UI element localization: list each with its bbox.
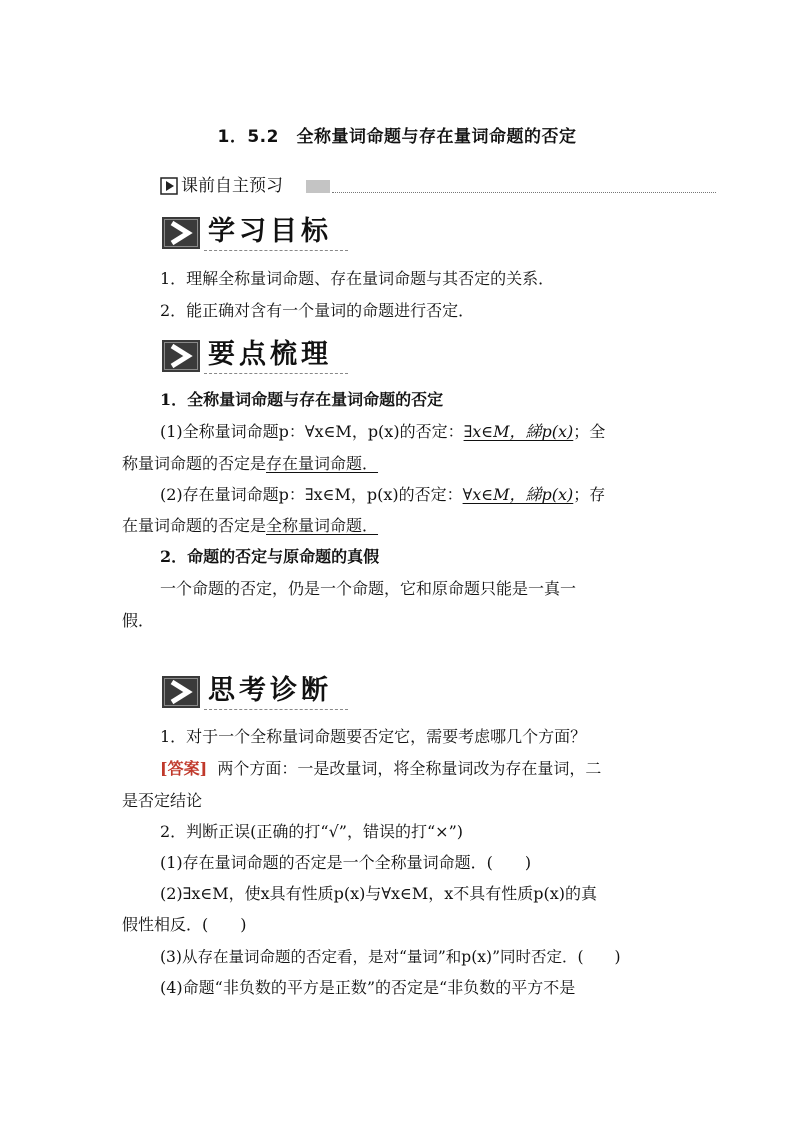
section-header-goals	[160, 215, 350, 251]
chevron-right-icon	[162, 676, 200, 708]
think-item-3: (3)从存在量词命题的否定看，是对“量词”和p(x)”同时否定．( )	[160, 948, 621, 966]
preview-bar	[160, 175, 716, 199]
section-underline	[204, 709, 348, 710]
section-header-think	[160, 674, 350, 710]
section-title-think: 思考诊断	[208, 675, 332, 706]
points-heading-1: 1．全称量词命题与存在量词命题的否定	[160, 390, 444, 409]
points-para-2-line-1: (2)存在量词命题p：∃x∈M，p(x)的否定：∀x∈M，綈p(x)；存	[160, 485, 606, 504]
section-underline	[204, 250, 348, 251]
points-heading-2: 2．命题的否定与原命题的真假	[160, 547, 380, 566]
points-para-3-line-2: 假．	[122, 611, 155, 630]
points-para-3-line-1: 一个命题的否定，仍是一个命题，它和原命题只能是一真一	[160, 579, 577, 598]
section-title-goals: 学习目标	[208, 216, 332, 247]
answer-underline: 存在量词命题．	[266, 454, 379, 473]
points-para-2-line-2: 在量词命题的否定是全称量词命题．	[122, 516, 379, 535]
answer-label: [答案]	[160, 759, 208, 778]
chevron-right-icon	[162, 217, 200, 249]
think-item-1: (1)存在量词命题的否定是一个全称量词命题．( )	[160, 853, 532, 872]
answer-underline: ∃x∈M，綈p(x)	[463, 422, 574, 441]
think-item-2-line-1: (2)∃x∈M，使x具有性质p(x)与∀x∈M，x不具有性质p(x)的真	[160, 884, 598, 903]
answer-underline: 全称量词命题．	[266, 516, 379, 535]
think-answer-line-2: 是否定结论	[122, 791, 203, 810]
points-para-1-line-2: 称量词命题的否定是存在量词命题．	[122, 454, 379, 473]
think-question-1: 1．对于一个全称量词命题要否定它，需要考虑哪几个方面？	[160, 727, 587, 746]
section-underline	[204, 373, 348, 374]
points-para-1-line-1: (1)全称量词命题p：∀x∈M，p(x)的否定：∃x∈M，綈p(x)；全	[160, 422, 606, 441]
preview-label: 课前自主预习	[181, 176, 283, 196]
play-arrow-icon	[160, 177, 178, 195]
goal-item-1: 1．理解全称量词命题、存在量词命题与其否定的关系．	[160, 269, 555, 288]
preview-dotted-line	[332, 192, 716, 193]
think-item-4: (4)命题“非负数的平方是正数”的否定是“非负数的平方不是	[160, 978, 576, 997]
section-header-points	[160, 338, 350, 374]
chevron-right-icon	[162, 340, 200, 372]
think-question-2: 2．判断正误(正确的打“√”，错误的打“×”)	[160, 822, 463, 841]
page-title: 1．5.2 全称量词命题与存在量词命题的否定	[217, 127, 577, 147]
section-title-points: 要点梳理	[208, 339, 332, 370]
think-answer-line-1: [答案] 两个方面：一是改量词，将全称量词改为存在量词，二	[160, 759, 602, 778]
think-item-2-line-2: 假性相反．( )	[122, 915, 247, 934]
preview-decor-block	[306, 180, 330, 193]
goal-item-2: 2．能正确对含有一个量词的命题进行否定．	[160, 301, 475, 320]
answer-underline: ∀x∈M，綈p(x)	[462, 485, 574, 504]
